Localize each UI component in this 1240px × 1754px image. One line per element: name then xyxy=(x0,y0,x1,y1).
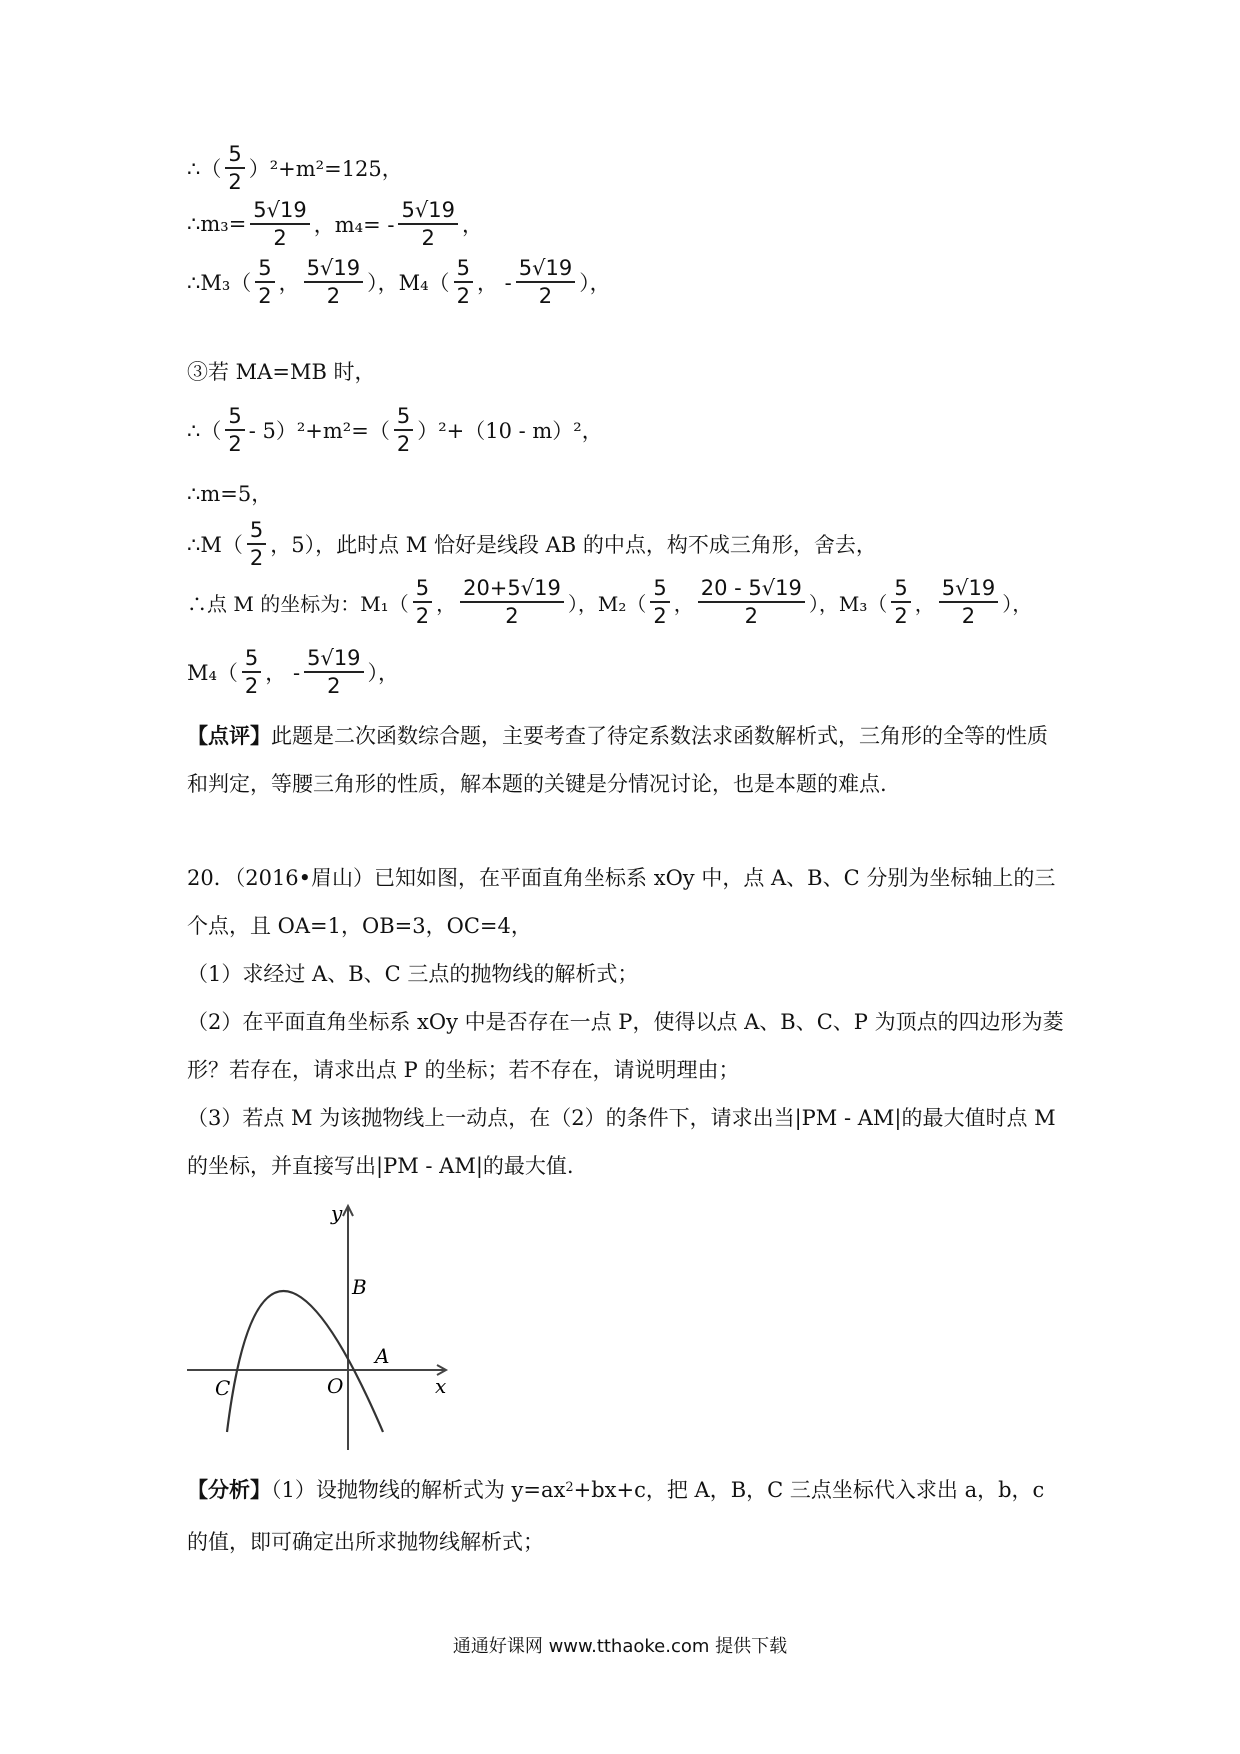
denominator: 2 xyxy=(505,604,519,629)
fraction-bar xyxy=(225,429,244,431)
denominator: 2 xyxy=(258,284,272,309)
fraction xyxy=(250,198,309,250)
eq-line-5 xyxy=(187,404,603,456)
fraction-bar xyxy=(460,601,564,603)
x-label: x xyxy=(435,1374,447,1398)
eq-line-8 xyxy=(187,576,1032,628)
fraction-bar xyxy=(242,671,261,673)
text: ∴m₃= xyxy=(187,212,247,237)
question-3 xyxy=(187,1094,1067,1190)
origin-label: O xyxy=(327,1374,344,1398)
text: ），M₃（ xyxy=(808,591,888,616)
fraction xyxy=(454,256,473,308)
fraction xyxy=(255,256,274,308)
text: ）， xyxy=(579,271,611,296)
denominator: 2 xyxy=(273,226,287,251)
denominator: 2 xyxy=(653,604,667,629)
eq-line-1 xyxy=(187,142,403,194)
numerator: 5√19 xyxy=(307,646,361,670)
fraction-bar xyxy=(250,223,309,225)
denominator: 2 xyxy=(326,284,341,309)
numerator: 5 xyxy=(415,576,430,600)
comment-text: 此题是二次函数综合题，主要考查了待定系数法求函数解析式，三角形的全等的性质和判定，等腰三角形的性质，解本题的关键是分情况讨论，也是本题的难点. xyxy=(187,724,1048,796)
point-b-label: B xyxy=(352,1275,367,1299)
text: ，m₄= - xyxy=(313,213,395,238)
text: ∴（ xyxy=(187,157,222,182)
text: ∴m=5， xyxy=(187,482,273,506)
fraction xyxy=(413,576,432,628)
fraction-bar xyxy=(394,429,413,431)
fraction xyxy=(225,142,244,194)
numerator: 5 xyxy=(456,256,470,280)
denominator: 2 xyxy=(961,604,976,629)
denominator: 2 xyxy=(894,604,908,629)
problem-stem-text: 20．（2016•眉山）已知如图，在平面直角坐标系 xOy 中，点 A、B、C 分别为坐标轴上的三个点，且 OA=1，OB=3，OC=4， xyxy=(187,866,1056,938)
numerator: 5√19 xyxy=(941,576,996,600)
eq-line-4 xyxy=(187,356,376,386)
text: ∴点 M 的坐标为：M₁（ xyxy=(187,591,409,616)
text: ③若 MA=MB 时， xyxy=(187,360,376,384)
denominator: 2 xyxy=(327,674,341,699)
fraction xyxy=(460,576,564,628)
fraction xyxy=(939,576,998,628)
fraction-bar xyxy=(255,281,274,283)
question-2 xyxy=(187,998,1067,1094)
fraction-bar xyxy=(304,671,363,673)
fraction-bar xyxy=(247,543,266,545)
denominator: 2 xyxy=(228,432,242,457)
fraction xyxy=(891,576,910,628)
fraction xyxy=(304,256,363,308)
text: ，5），此时点 M 恰好是线段 AB 的中点，构不成三角形，舍去， xyxy=(270,533,877,558)
fraction xyxy=(698,576,805,628)
denominator: 2 xyxy=(538,284,553,309)
question-3-text: （3）若点 M 为该抛物线上一动点，在（2）的条件下，请求出当|PM - AM|的最大值时点 M 的坐标，并直接写出|PM - AM|的最大值. xyxy=(187,1106,1056,1178)
point-a-label: A xyxy=(375,1344,390,1368)
numerator: 5 xyxy=(396,404,411,428)
denominator: 2 xyxy=(396,432,411,457)
fraction xyxy=(247,518,266,570)
numerator: 5 xyxy=(653,576,667,600)
eq-line-7 xyxy=(187,518,877,570)
text: ∴M（ xyxy=(187,533,243,558)
analysis-text-cont: +bx+c，把 A，B，C 三点坐标代入求出 a，b，c 的值，即可确定出所求抛物线解析式； xyxy=(187,1478,1045,1554)
fraction-bar xyxy=(698,601,805,603)
text: ）²+（10 - m）²， xyxy=(417,419,603,444)
numerator: 20 - 5√19 xyxy=(700,576,802,600)
fraction-bar xyxy=(413,601,432,603)
text: - 5）²+m²=（ xyxy=(248,419,390,444)
fraction xyxy=(516,256,575,308)
fraction xyxy=(394,404,413,456)
footer-text: 通通好课网 www.tthaoke.com 提供下载 xyxy=(452,1636,788,1657)
numerator: 5√19 xyxy=(518,256,573,280)
parabola-curve xyxy=(227,1291,383,1432)
text: ， - xyxy=(265,661,301,686)
eq-line-3 xyxy=(187,256,611,308)
question-1 xyxy=(187,950,1067,998)
numerator: 5 xyxy=(249,518,264,542)
numerator: 20+5√19 xyxy=(463,576,561,600)
text: ∴M₃（ xyxy=(187,271,252,296)
denominator: 2 xyxy=(744,604,758,629)
text: ），M₂（ xyxy=(567,591,647,616)
fraction-bar xyxy=(939,601,998,603)
fraction-bar xyxy=(454,281,473,283)
text: ， - xyxy=(476,271,512,296)
fraction xyxy=(304,646,363,698)
fraction xyxy=(398,198,457,250)
analysis-text: （1）设抛物线的解析式为 y=ax xyxy=(271,1478,566,1502)
text: ， xyxy=(673,591,694,616)
text: ）， xyxy=(367,661,400,686)
superscript: 2 xyxy=(565,1480,574,1495)
eq-line-2 xyxy=(187,198,483,250)
fraction xyxy=(242,646,261,698)
numerator: 5 xyxy=(244,646,259,670)
fraction-bar xyxy=(225,167,244,169)
numerator: 5 xyxy=(228,404,242,428)
denominator: 2 xyxy=(421,226,435,251)
text: ）， xyxy=(1002,591,1033,616)
denominator: 2 xyxy=(415,604,430,629)
text: ∴（ xyxy=(187,419,222,444)
text: ， xyxy=(436,591,457,616)
denominator: 2 xyxy=(244,674,259,699)
denominator: 2 xyxy=(228,170,242,195)
numerator: 5 xyxy=(258,256,272,280)
text: ， xyxy=(914,591,935,616)
fraction-bar xyxy=(516,281,575,283)
numerator: 5 xyxy=(894,576,908,600)
numerator: 5√19 xyxy=(401,198,455,222)
text: ）²+m²=125， xyxy=(248,157,403,182)
denominator: 2 xyxy=(249,546,264,571)
numerator: 5√19 xyxy=(253,198,307,222)
numerator: 5√19 xyxy=(306,256,361,280)
analysis-paragraph xyxy=(187,1466,1067,1566)
text: M₄（ xyxy=(187,661,238,686)
parabola-figure xyxy=(187,1200,452,1450)
fraction-bar xyxy=(891,601,910,603)
denominator: 2 xyxy=(456,284,470,309)
comment-label: 【点评】 xyxy=(187,723,271,748)
text: ， xyxy=(461,213,483,238)
eq-line-6 xyxy=(187,478,272,508)
eq-line-9 xyxy=(187,646,399,698)
comment-paragraph xyxy=(187,712,1067,808)
y-label: y xyxy=(331,1201,343,1225)
fraction xyxy=(225,404,244,456)
problem-stem xyxy=(187,854,1067,950)
question-1-text: （1）求经过 A、B、C 三点的抛物线的解析式； xyxy=(187,962,639,986)
text: ， xyxy=(278,271,300,296)
point-c-label: C xyxy=(215,1376,231,1400)
fraction-bar xyxy=(650,601,669,603)
fraction-bar xyxy=(398,223,457,225)
text: ），M₄（ xyxy=(367,271,450,296)
fraction-bar xyxy=(304,281,363,283)
analysis-label: 【分析】 xyxy=(187,1477,271,1502)
fraction xyxy=(650,576,669,628)
question-2-text: （2）在平面直角坐标系 xOy 中是否存在一点 P，使得以点 A、B、C、P 为顶点的四边形为菱形？若存在，请求出点 P 的坐标；若不存在，请说明理由； xyxy=(187,1010,1064,1082)
numerator: 5 xyxy=(228,142,242,166)
